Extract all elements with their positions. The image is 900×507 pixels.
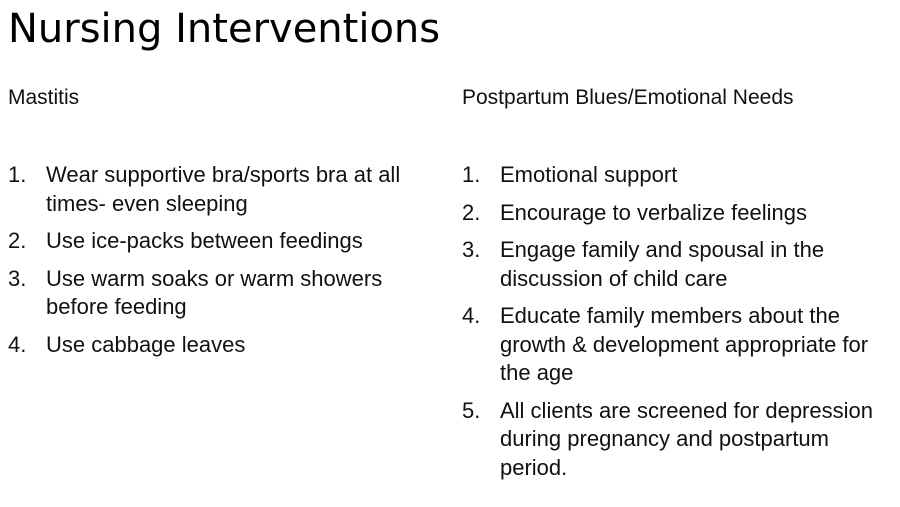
list-item [462, 161, 892, 190]
right-column [462, 85, 892, 491]
list-item-number: 5. [462, 397, 481, 423]
list-item-number: 3. [8, 265, 27, 291]
list-item-number: 2. [462, 199, 481, 225]
right-column-list [462, 161, 892, 482]
list-item-text: Encourage to verbalize feelings [500, 199, 807, 225]
list-item-text: All clients are screened for depression during pregnancy and postpartum period. [500, 397, 873, 480]
list-item [462, 236, 892, 293]
list-item-text: Use ice-packs between feedings [46, 228, 363, 253]
left-column-list [8, 161, 448, 359]
list-item-text: Emotional support [500, 162, 678, 187]
list-item [8, 331, 448, 360]
left-column [8, 85, 448, 368]
list-item-number: 1. [462, 162, 481, 187]
list-item [8, 227, 448, 256]
right-column-heading: Postpartum Blues/Emotional Needs [462, 86, 794, 109]
list-item-text: Use warm soaks or warm showers before feeding [46, 265, 383, 319]
left-column-heading: Mastitis [8, 86, 80, 109]
list-item-number: 4. [8, 331, 27, 357]
list-item [462, 199, 892, 228]
list-item-text: Use cabbage leaves [46, 331, 246, 357]
list-item-text: Educate family members about the growth & development appropriate for the age [500, 303, 869, 385]
list-item [8, 265, 448, 322]
list-item [462, 302, 892, 388]
list-item-number: 3. [462, 237, 481, 262]
list-item [462, 397, 892, 483]
list-item-number: 1. [8, 162, 27, 187]
slide-title: Nursing Interventions [8, 6, 441, 52]
list-item-text: Engage family and spousal in the discussion of child care [500, 237, 825, 291]
list-item-number: 2. [8, 228, 27, 253]
list-item [8, 161, 448, 218]
list-item-number: 4. [462, 303, 481, 328]
list-item-text: Wear supportive bra/sports bra at all times- even sleeping [46, 162, 401, 216]
